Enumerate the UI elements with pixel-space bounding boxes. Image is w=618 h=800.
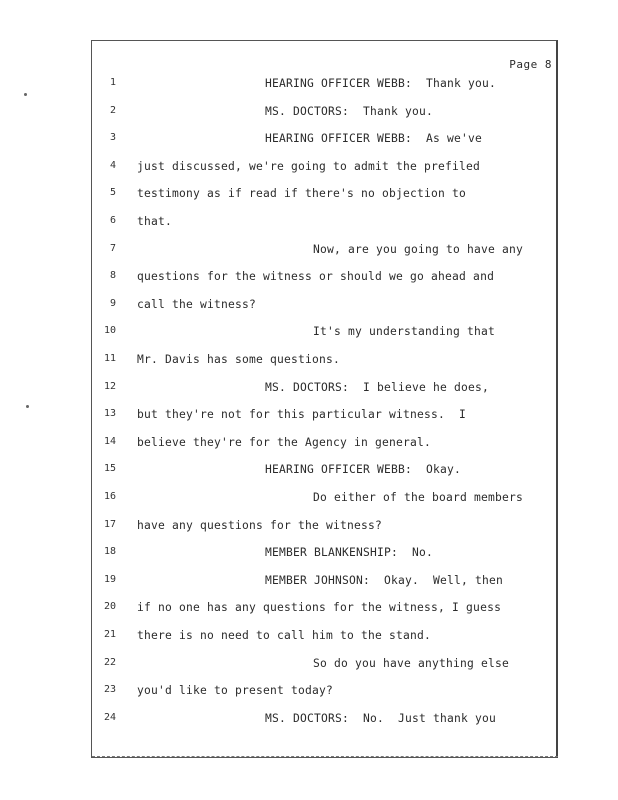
- line-text: MEMBER BLANKENSHIP: No.: [265, 546, 434, 560]
- line-text: HEARING OFFICER WEBB: Thank you.: [265, 77, 497, 90]
- page-number: Page 8: [509, 58, 552, 71]
- scan-speck: [24, 93, 27, 96]
- line-text: MEMBER JOHNSON: Okay. Well, then: [265, 573, 504, 587]
- line-number: 15: [103, 463, 116, 475]
- line-number: 17: [103, 518, 116, 530]
- line-text: that.: [137, 215, 173, 228]
- line-number: 14: [103, 435, 116, 447]
- line-number: 9: [109, 297, 116, 309]
- line-text: have any questions for the witness?: [137, 518, 383, 532]
- line-text: MS. DOCTORS: I believe he does,: [265, 380, 490, 394]
- transcript-line: [0, 519, 618, 547]
- line-text: It's my understanding that: [313, 325, 496, 339]
- line-text: believe they're for the Agency in general.: [137, 435, 432, 449]
- line-number: 5: [109, 187, 116, 199]
- transcript-line: [0, 381, 618, 409]
- line-number: 13: [103, 408, 116, 420]
- line-text: Now, are you going to have any: [313, 242, 524, 256]
- line-text: just discussed, we're going to admit the prefiled: [137, 159, 481, 173]
- line-text: Do either of the board members: [313, 491, 524, 504]
- transcript-line: [0, 187, 618, 215]
- line-number: 1: [109, 77, 116, 88]
- line-text: MS. DOCTORS: No. Just thank you: [265, 711, 497, 725]
- transcript-line: [0, 546, 618, 574]
- transcript-line: [0, 132, 618, 160]
- transcript-line: [0, 657, 618, 685]
- line-number: 22: [103, 656, 116, 668]
- transcript-line: [0, 712, 618, 740]
- line-number: 7: [109, 242, 116, 254]
- transcript-line: [0, 408, 618, 436]
- transcript-line: [0, 463, 618, 491]
- bottom-scan-artifact: [92, 756, 558, 765]
- transcript-line: [0, 491, 618, 519]
- line-text: HEARING OFFICER WEBB: Okay.: [265, 463, 462, 477]
- line-number: 21: [103, 629, 116, 640]
- scan-speck: [26, 405, 29, 408]
- transcript-line: [0, 215, 618, 243]
- transcript-line: [0, 298, 618, 326]
- line-text: testimony as if read if there's no objection to: [137, 187, 467, 201]
- line-text: HEARING OFFICER WEBB: As we've: [265, 132, 483, 146]
- line-number: 3: [109, 132, 116, 144]
- line-number: 12: [103, 380, 116, 392]
- transcript-line: [0, 436, 618, 464]
- line-text: call the witness?: [137, 297, 257, 311]
- transcript-line: [0, 684, 618, 712]
- line-number: 4: [109, 159, 116, 171]
- transcript-line: [0, 77, 618, 105]
- transcript-line: [0, 105, 618, 133]
- line-number: 24: [103, 711, 116, 723]
- line-number: 11: [103, 353, 116, 364]
- line-text: there is no need to call him to the stand.: [137, 629, 432, 642]
- line-number: 20: [103, 601, 116, 613]
- transcript-line: [0, 270, 618, 298]
- line-text: if no one has any questions for the witness, I guess: [137, 601, 502, 615]
- line-number: 6: [109, 215, 116, 226]
- line-text: MS. DOCTORS: Thank you.: [265, 104, 434, 118]
- transcript-line: [0, 243, 618, 271]
- transcript-line: [0, 601, 618, 629]
- line-number: 23: [103, 684, 116, 696]
- transcript-line: [0, 574, 618, 602]
- line-number: 2: [109, 104, 116, 116]
- transcript-line: [0, 160, 618, 188]
- line-text: you'd like to present today?: [137, 684, 334, 698]
- line-number: 19: [103, 573, 116, 585]
- transcript-line: [0, 353, 618, 381]
- line-text: questions for the witness or should we go ahead and: [137, 270, 495, 284]
- line-number: 10: [103, 325, 116, 337]
- line-text: So do you have anything else: [313, 656, 510, 670]
- line-text: but they're not for this particular witness. I: [137, 408, 467, 422]
- transcript-line: [0, 629, 618, 657]
- line-text: Mr. Davis has some questions.: [137, 353, 341, 366]
- line-number: 8: [109, 270, 116, 282]
- transcript-line: [0, 325, 618, 353]
- line-number: 18: [103, 546, 116, 558]
- line-number: 16: [103, 491, 116, 502]
